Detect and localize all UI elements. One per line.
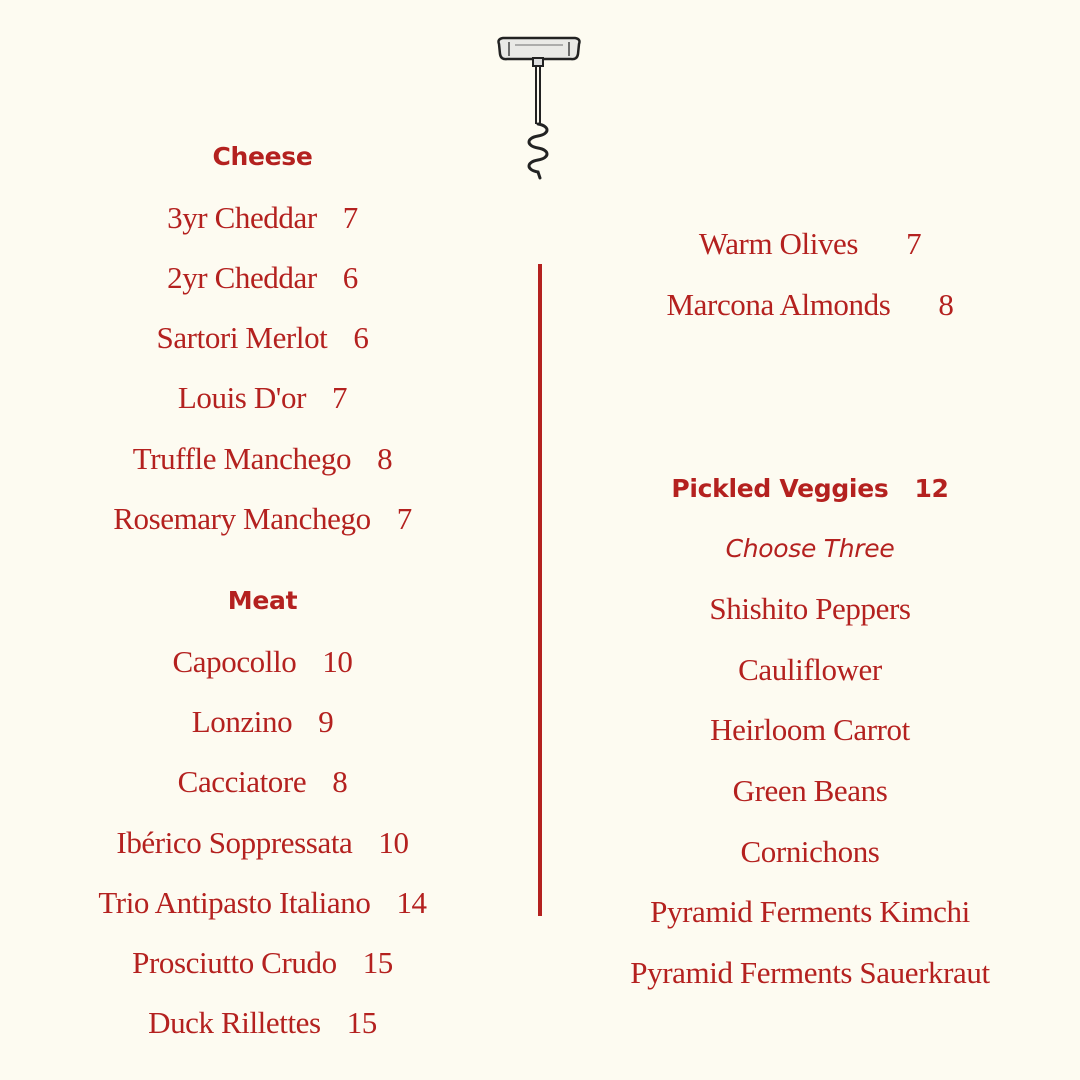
item-price: 15 — [346, 1005, 377, 1040]
item-price: 6 — [342, 260, 358, 295]
menu-item: Heirloom Carrot — [710, 712, 910, 747]
meat-heading: Meat — [227, 586, 298, 615]
pickled-heading — [590, 474, 1030, 503]
item-price: 9 — [318, 704, 334, 739]
item-name: Duck Rillettes — [148, 1005, 321, 1040]
item-price: 7 — [342, 200, 358, 235]
item-name: Lonzino — [191, 704, 293, 739]
item-name: Warm Olives — [698, 226, 859, 261]
menu-item — [60, 825, 465, 861]
pickled-price: 12 — [914, 474, 949, 503]
item-name: Rosemary Manchego — [113, 501, 371, 536]
menu-item — [60, 885, 465, 921]
menu-item — [60, 501, 465, 537]
menu-item — [60, 945, 465, 981]
item-name: Cacciatore — [177, 764, 307, 799]
item-name: Ibérico Soppressata — [116, 825, 353, 860]
item-name: Louis D'or — [177, 380, 307, 415]
menu-item: Cauliflower — [738, 652, 882, 687]
menu-item — [60, 441, 465, 477]
item-price: 15 — [362, 945, 393, 980]
choose-note: Choose Three — [725, 534, 895, 563]
menu-item — [60, 260, 465, 296]
item-price: 14 — [396, 885, 427, 920]
menu-item — [60, 380, 465, 416]
corkscrew-icon — [495, 34, 583, 180]
menu-item — [60, 764, 465, 800]
item-price: 6 — [353, 320, 369, 355]
column-divider — [538, 264, 542, 916]
item-price: 7 — [396, 501, 412, 536]
item-price: 7 — [906, 226, 922, 261]
menu-item — [60, 1005, 465, 1041]
item-price: 8 — [332, 764, 348, 799]
item-name: Truffle Manchego — [132, 441, 352, 476]
item-price: 8 — [377, 441, 393, 476]
item-name: Sartori Merlot — [156, 320, 328, 355]
menu-item — [60, 644, 465, 680]
item-price: 8 — [938, 287, 954, 322]
menu-item — [590, 226, 1030, 262]
item-price: 10 — [378, 825, 409, 860]
menu-item — [60, 704, 465, 740]
menu-item — [60, 320, 465, 356]
item-name: Trio Antipasto Italiano — [98, 885, 371, 920]
menu-item: Shishito Peppers — [709, 591, 911, 626]
item-name: 3yr Cheddar — [167, 200, 317, 235]
item-name: Marcona Almonds — [666, 287, 891, 322]
cheese-heading: Cheese — [212, 142, 313, 171]
item-name: Capocollo — [172, 644, 297, 679]
pickled-heading-label: Pickled Veggies — [671, 474, 889, 503]
menu-item: Pyramid Ferments Sauerkraut — [630, 955, 990, 990]
menu-item: Pyramid Ferments Kimchi — [650, 894, 970, 929]
item-name: 2yr Cheddar — [167, 260, 317, 295]
item-price: 10 — [322, 644, 353, 679]
menu-item — [60, 200, 465, 236]
item-name: Prosciutto Crudo — [132, 945, 337, 980]
menu-item: Green Beans — [732, 773, 888, 808]
menu-item — [590, 287, 1030, 323]
menu-item: Cornichons — [740, 834, 880, 869]
item-price: 7 — [332, 380, 348, 415]
